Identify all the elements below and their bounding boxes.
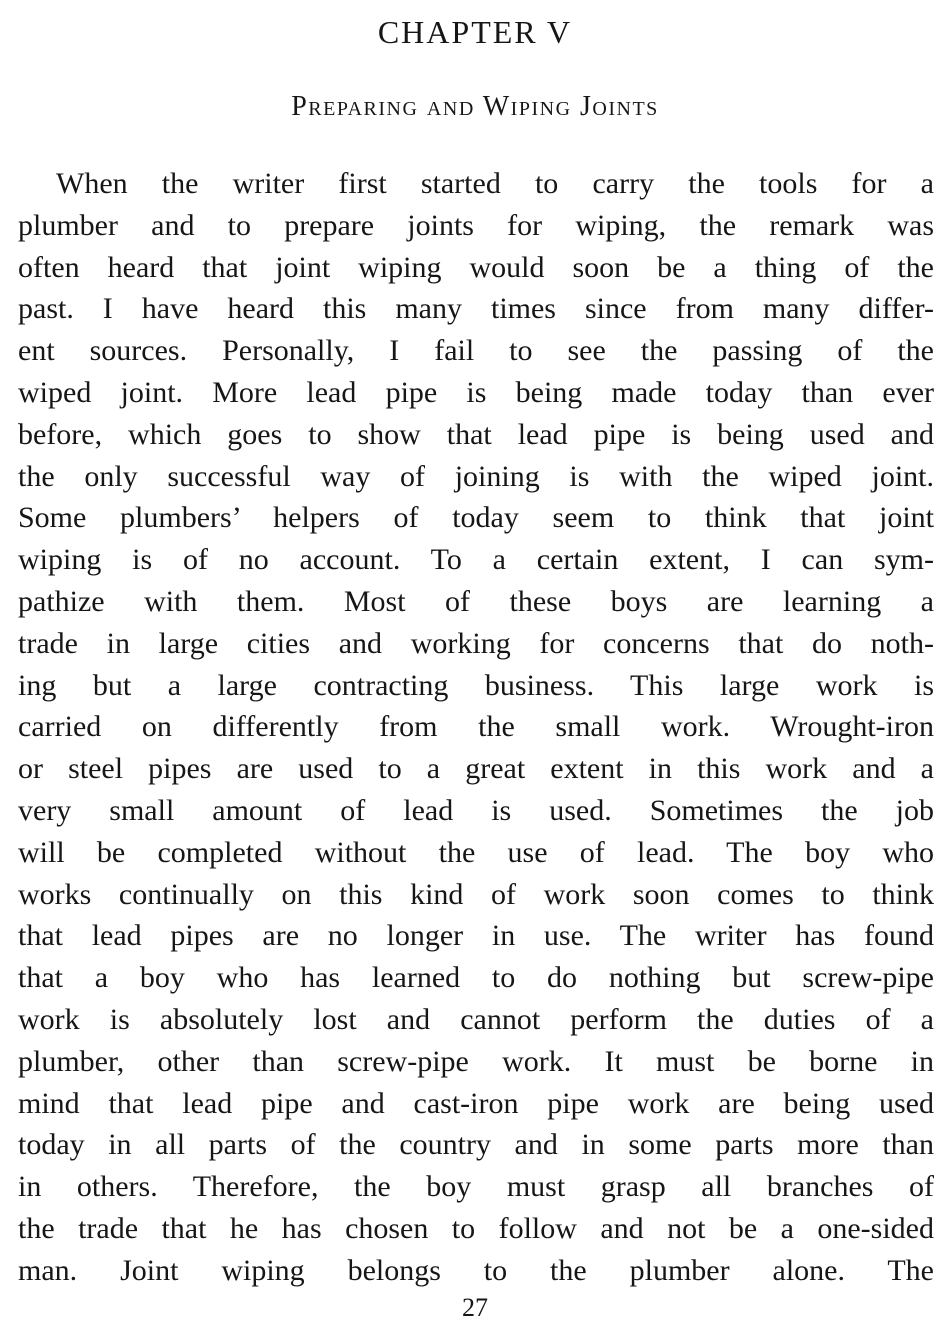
text-line: ing but a large contracting business. This large work is: [18, 668, 934, 702]
text-line: Some plumbers’ helpers of today seem to think that joint: [18, 501, 934, 535]
text-line: in others. Therefore, the boy must grasp all branches of: [18, 1170, 934, 1204]
text-line: will be completed without the use of lead. The boy who: [18, 835, 934, 869]
text-line: very small amount of lead is used. Sometimes the job: [18, 793, 934, 827]
text-line: trade in large cities and working for concerns that do noth-: [18, 626, 934, 660]
text-line: plumber and to prepare joints for wiping, the remark was: [18, 208, 934, 242]
text-line: often heard that joint wiping would soon be a thing of the: [18, 250, 934, 284]
chapter-title: Preparing and Wiping Joints: [291, 91, 659, 122]
text-line: the trade that he has chosen to follow and not be a one-sided: [18, 1211, 934, 1245]
text-line: pathize with them. Most of these boys are learning a: [18, 584, 934, 618]
text-line: or steel pipes are used to a great extent in this work and a: [18, 752, 934, 786]
text-line: works continually on this kind of work soon comes to think: [18, 877, 934, 911]
text-line: before, which goes to show that lead pipe is being used and: [18, 417, 934, 451]
body-paragraph: [18, 163, 934, 1292]
text-line: plumber, other than screw-pipe work. It must be borne in: [18, 1044, 934, 1078]
text-line: the only successful way of joining is with the wiped joint.: [18, 459, 934, 493]
text-line: carried on differently from the small work. Wrought-iron: [18, 710, 934, 744]
text-line: that a boy who has learned to do nothing but screw-pipe: [18, 961, 934, 995]
text-line: that lead pipes are no longer in use. The writer has found: [18, 919, 934, 953]
chapter-number: CHAPTER V: [377, 14, 573, 50]
page-number: 27: [462, 1293, 488, 1322]
text-line: mind that lead pipe and cast-iron pipe work are being used: [18, 1086, 934, 1120]
text-line: past. I have heard this many times since from many differ-: [18, 292, 934, 326]
text-line: work is absolutely lost and cannot perform the duties of a: [18, 1002, 934, 1036]
text-line: man. Joint wiping belongs to the plumber alone. The: [18, 1253, 934, 1287]
text-line: today in all parts of the country and in some parts more than: [18, 1128, 934, 1162]
text-line: When the writer first started to carry the tools for a: [56, 167, 934, 200]
text-line: wiping is of no account. To a certain extent, I can sym-: [18, 543, 934, 577]
text-line: ent sources. Personally, I fail to see the passing of the: [18, 334, 934, 368]
text-line: wiped joint. More lead pipe is being made today than ever: [18, 375, 934, 409]
